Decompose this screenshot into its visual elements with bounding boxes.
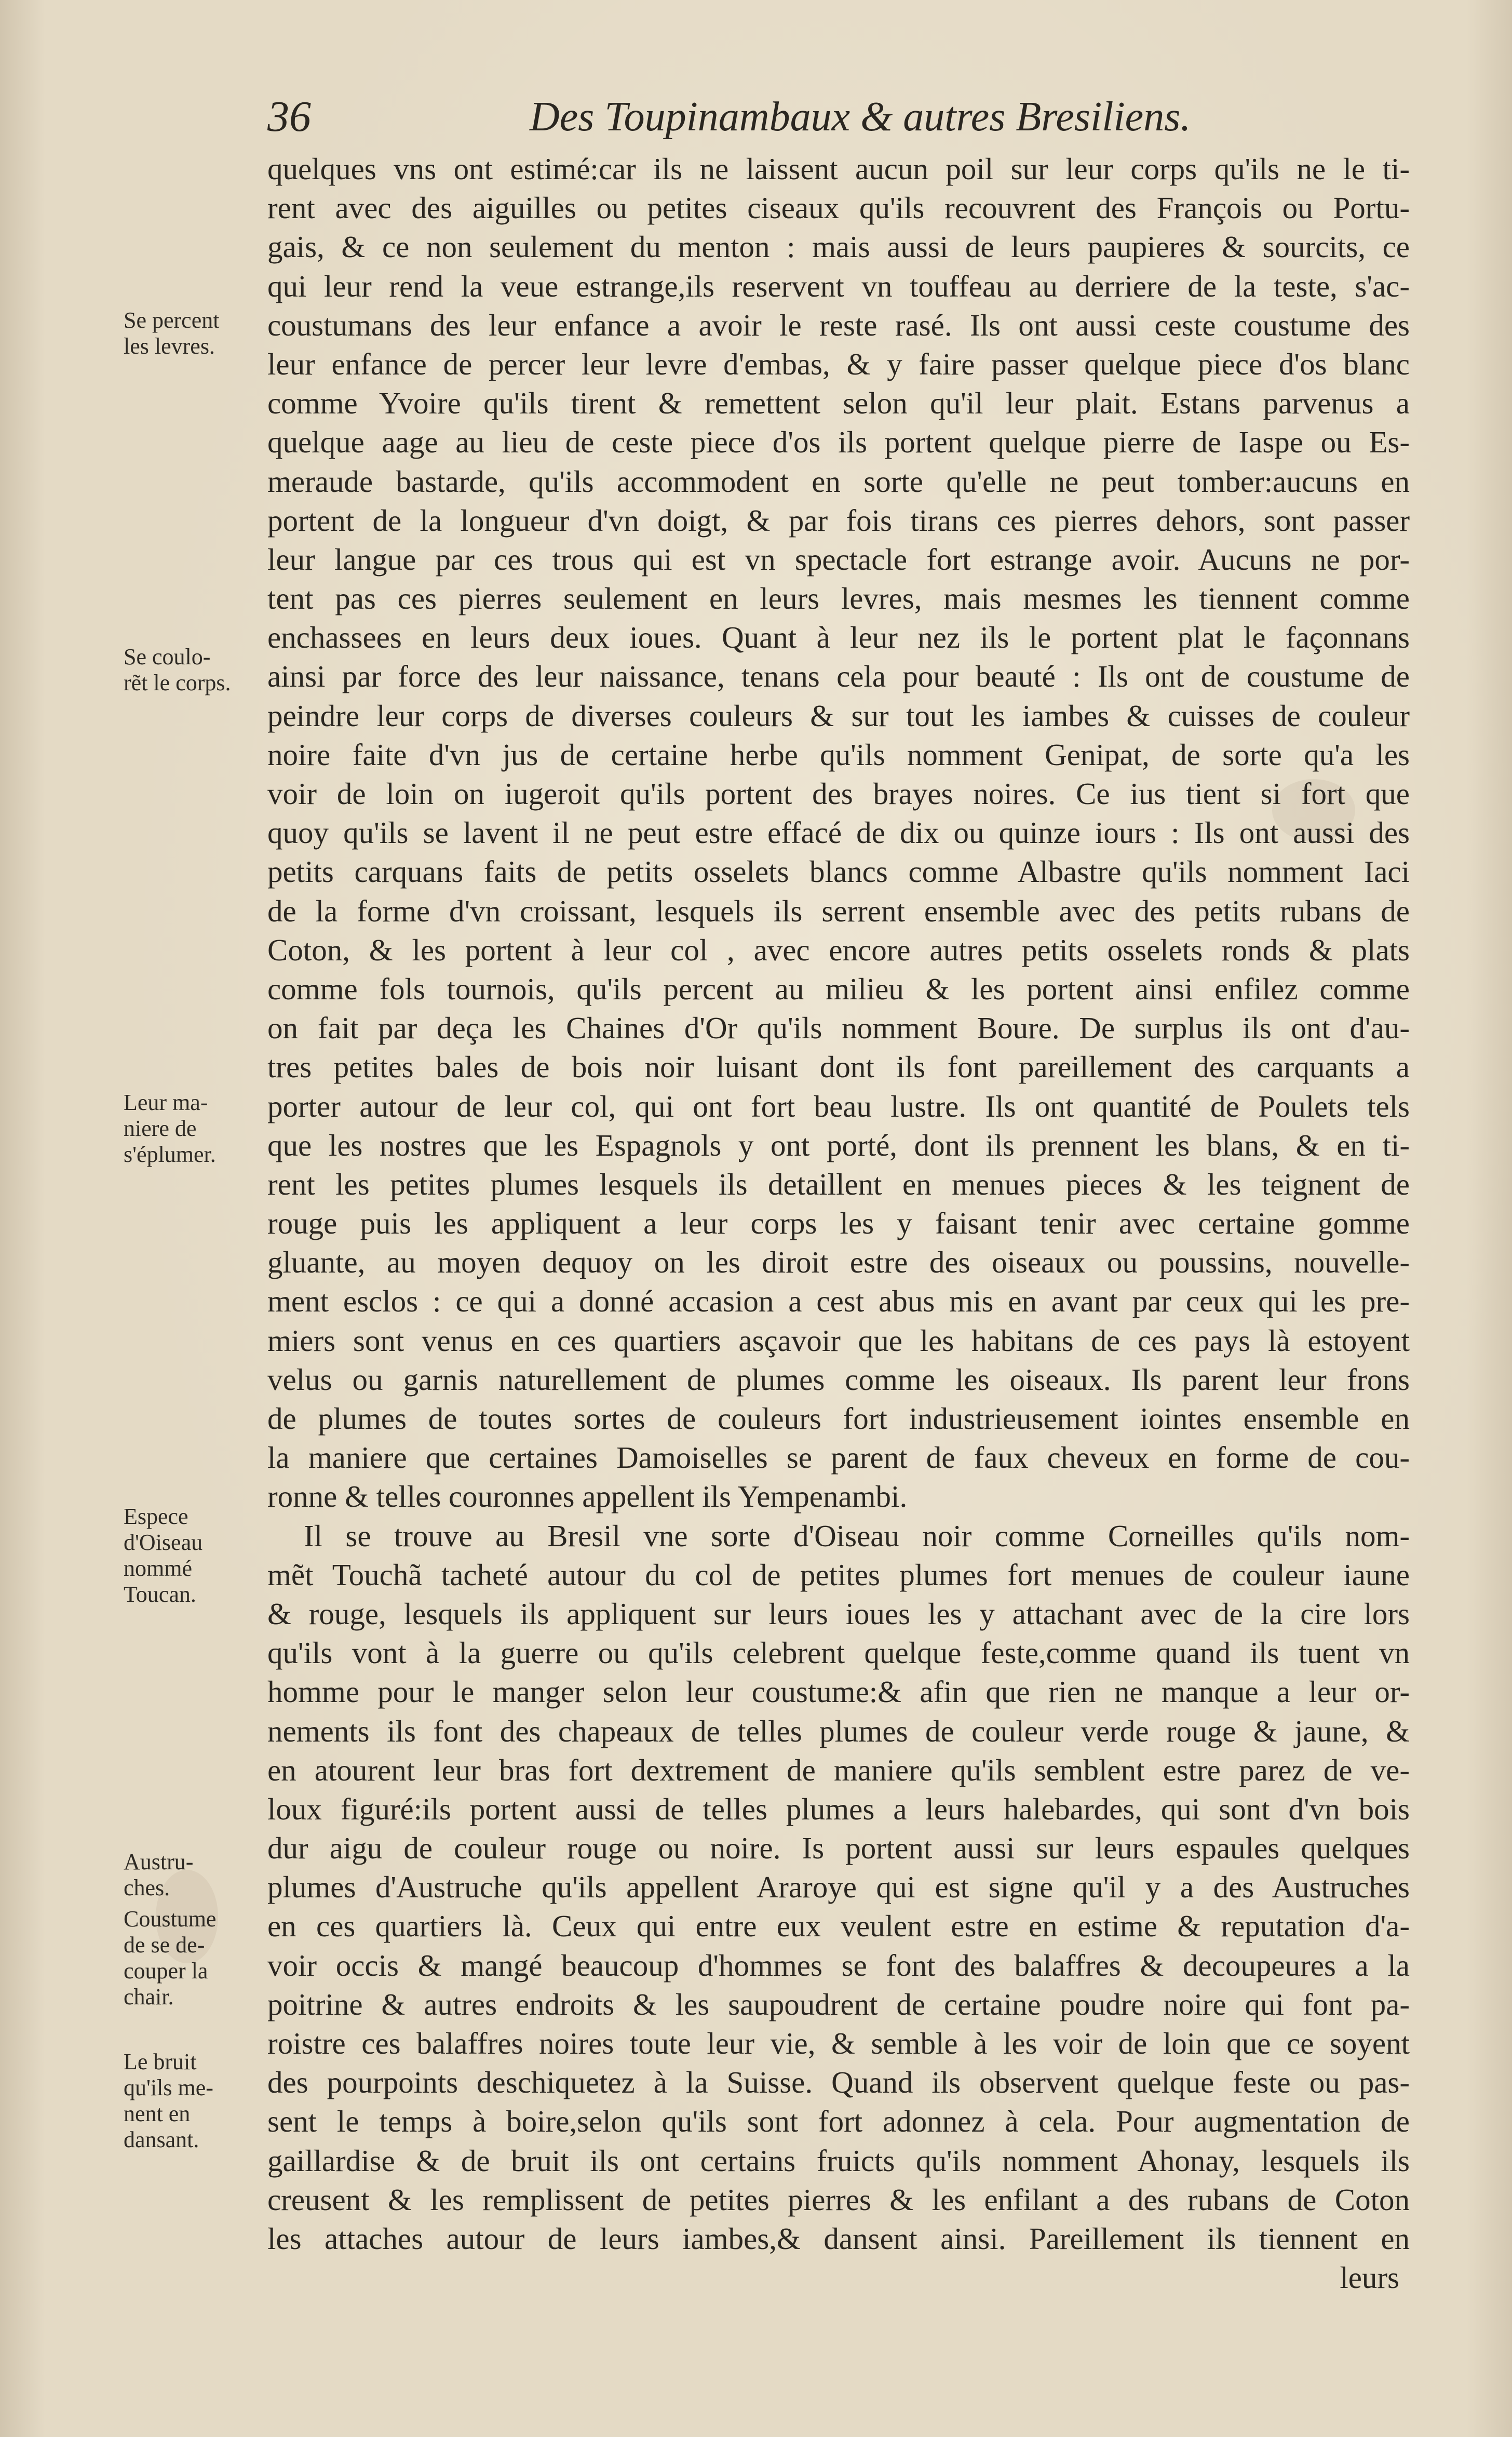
margin-note-toucan xyxy=(124,1504,264,1608)
margin-note-line: rẽt le corps. xyxy=(124,670,231,695)
page-header xyxy=(267,88,1202,145)
margin-note-line: s'éplumer. xyxy=(124,1142,216,1167)
margin-note-line: Leur ma- xyxy=(124,1090,208,1115)
text-line: ainsi par force des leur naissance, tenans cela pour beauté : Ils ont de coustume de xyxy=(267,659,1410,694)
text-line: gluante, au moyen dequoy on les diroit estre des oiseaux ou poussins, nouvelle- xyxy=(267,1245,1410,1280)
page-number: 36 xyxy=(267,92,311,141)
text-line: gais, & ce non seulement du menton : mais aussi de leurs paupieres & sourcits, ce xyxy=(267,230,1410,264)
text-line: de la forme d'vn croissant, lesquels ils serrent ensemble avec des petits rubans de xyxy=(267,893,1410,928)
text-line: comme Yvoire qu'ils tirent & remettent selon qu'il leur plait. Estans parvenus a xyxy=(267,386,1410,421)
text-line: de plumes de toutes sortes de couleurs fort industrieusement iointes ensemble en xyxy=(267,1401,1410,1436)
margin-note-dance-noise xyxy=(124,2049,264,2153)
text-line: porter autour de leur col, qui ont fort beau lustre. Ils ont quantité de Poulets tels xyxy=(267,1089,1410,1123)
margin-note-cut-flesh xyxy=(124,1906,264,2010)
text-line: ment esclos : ce qui a donné accasion a cest abus mis en avant par ceux qui les pre- xyxy=(267,1284,1410,1319)
text-line: velus ou garnis naturellement de plumes comme les oiseaux. Ils parent leur frons xyxy=(267,1362,1410,1397)
margin-note-line: nommé xyxy=(124,1556,192,1581)
text-line: voir de loin on iugeroit qu'ils portent des brayes noires. Ce ius tient si fort que xyxy=(267,776,1410,811)
text-line: quelque aage au lieu de ceste piece d'os ils portent quelque pierre de Iaspe ou Es- xyxy=(267,425,1410,460)
text-line: on fait par deça les Chaines d'Or qu'ils nomment Boure. De surplus ils ont d'au- xyxy=(267,1011,1410,1046)
margin-note-line: d'Oiseau xyxy=(124,1530,203,1555)
text-line: tent pas ces pierres seulement en leurs levres, mais mesmes les tiennent comme xyxy=(267,581,1410,616)
margin-note-pierce-lips xyxy=(124,307,264,359)
text-line: des pourpoints deschiquetez à la Suisse. Quand ils observent quelque feste ou pas- xyxy=(267,2065,1410,2100)
text-line: mẽt Touchã tacheté autour du col de petites plumes fort menues de couleur iaune xyxy=(267,1557,1410,1592)
margin-note-line: chair. xyxy=(124,1984,174,2010)
text-line: voir occis & mangé beaucoup d'hommes se font des balaffres & decoupeures a la xyxy=(267,1948,1410,1983)
text-line: petits carquans faits de petits osselets blancs comme Albastre qu'ils nomment Iaci xyxy=(267,854,1410,889)
margin-note-line: couper la xyxy=(124,1958,208,1984)
margin-note-paint-body xyxy=(124,644,264,696)
text-line: tres petites bales de bois noir luisant dont ils font pareillement des carquants a xyxy=(267,1050,1410,1084)
text-line: miers sont venus en ces quartiers asçavoir que les habitans de ces pays là estoyent xyxy=(267,1323,1410,1358)
text-line: peindre leur corps de diverses couleurs & sur tout les iambes & cuisses de couleur xyxy=(267,698,1410,733)
text-line: qu'ils vont à la guerre ou qu'ils celebrent quelque feste,comme quand ils tuent vn xyxy=(267,1636,1410,1670)
text-line: les attaches autour de leurs iambes,& dansent ainsi. Pareillement ils tiennent en xyxy=(267,2221,1410,2256)
text-line: en atourent leur bras fort dextrement de maniere qu'ils semblent estre parez de ve- xyxy=(267,1752,1410,1787)
text-line: noire faite d'vn jus de certaine herbe qu'ils nomment Genipat, de sorte qu'a les xyxy=(267,737,1410,772)
text-line: rent les petites plumes lesquels ils detaillent en menues pieces & les teignent de xyxy=(267,1167,1410,1201)
text-line: la maniere que certaines Damoiselles se parent de faux cheveux en forme de cou- xyxy=(267,1440,1410,1475)
margin-note-ostriches xyxy=(124,1849,264,1901)
text-line: comme fols tournois, qu'ils percent au milieu & les portent ainsi enfilez comme xyxy=(267,971,1410,1006)
margin-note-feathering xyxy=(124,1090,264,1168)
text-line: coustumans des leur enfance a avoir le reste rasé. Ils ont aussi ceste coustume des xyxy=(267,307,1410,342)
catchword: leurs xyxy=(1340,2260,1399,2295)
text-line: leur langue par ces trous qui est vn spectacle fort estrange avoir. Aucuns ne por- xyxy=(267,542,1410,577)
text-line: portent de la longueur d'vn doigt, & par fois tirans ces pierres dehors, sont passer xyxy=(267,503,1410,538)
text-line: Il se trouve au Bresil vne sorte d'Oiseau noir comme Corneilles qu'ils nom- xyxy=(304,1518,1410,1553)
text-line: que les nostres que les Espagnols y ont porté, dont ils prennent les blans, & en ti- xyxy=(267,1128,1410,1162)
margin-note-line: de se de- xyxy=(124,1932,205,1958)
margin-note-line: Se coulo- xyxy=(124,644,211,669)
text-line: rouge puis les appliquent a leur corps les y faisant tenir avec certaine gomme xyxy=(267,1206,1410,1241)
text-line: gaillardise & de bruit ils ont certains fruicts qu'ils nomment Ahonay, lesquels ils xyxy=(267,2143,1410,2178)
text-line: quoy qu'ils se lavent il ne peut estre effacé de dix ou quinze iours : Ils ont aussi des xyxy=(267,815,1410,850)
margin-note-line: Toucan. xyxy=(124,1582,196,1607)
margin-note-line: les levres. xyxy=(124,333,215,359)
text-line: plumes d'Austruche qu'ils appellent Araroye qui est signe qu'il y a des Austruches xyxy=(267,1870,1410,1905)
margin-note-line: ches. xyxy=(124,1875,170,1900)
text-line: homme pour le manger selon leur coustume:& afin que rien ne manque a leur or- xyxy=(267,1675,1410,1709)
margin-note-line: qu'ils me- xyxy=(124,2075,213,2100)
margin-note-line: Se percent xyxy=(124,307,220,333)
text-line: roistre ces balaffres noires toute leur vie, & semble à les voir de loin que ce soyent xyxy=(267,2026,1410,2060)
running-title: Des Toupinambaux & autres Bresiliens. xyxy=(530,94,1191,140)
text-line: rent avec des aiguilles ou petites ciseaux qu'ils recouvrent des François ou Portu- xyxy=(267,191,1410,225)
margin-note-line: Espece xyxy=(124,1504,188,1529)
text-line: leur enfance de percer leur levre d'embas, & y faire passer quelque piece d'os blanc xyxy=(267,346,1410,381)
text-line: meraude bastarde, qu'ils accommodent en sorte qu'elle ne peut tomber:aucuns en xyxy=(267,464,1410,499)
margin-note-line: niere de xyxy=(124,1116,197,1141)
text-line: creusent & les remplissent de petites pierres & les enfilant a des rubans de Coton xyxy=(267,2182,1410,2217)
text-line: ronne & telles couronnes appellent ils Yempenambi. xyxy=(267,1479,908,1514)
margin-note-line: Le bruit xyxy=(124,2049,197,2074)
text-line: en ces quartiers là. Ceux qui entre eux veulent estre en estime & reputation d'a- xyxy=(267,1909,1410,1944)
text-line: enchassees en leurs deux ioues. Quant à leur nez ils le portent plat le façonnans xyxy=(267,620,1410,655)
text-line: quelques vns ont estimé:car ils ne laissent aucun poil sur leur corps qu'ils ne le ti- xyxy=(267,152,1410,186)
text-line: & rouge, lesquels ils appliquent sur leurs ioues les y attachant avec de la cire lors xyxy=(267,1596,1410,1631)
text-line: qui leur rend la veue estrange,ils reservent vn touffeau au derriere de la teste, s'ac- xyxy=(267,269,1410,303)
body-text xyxy=(267,150,1410,2297)
margin-note-line: nent en xyxy=(124,2101,191,2126)
text-line: nements ils font des chapeaux de telles plumes de couleur verde rouge & jaune, & xyxy=(267,1713,1410,1748)
text-line: sent le temps à boire,selon qu'ils sont fort adonnez à cela. Pour augmentation de xyxy=(267,2104,1410,2139)
text-line: poitrine & autres endroits & les saupoudrent de certaine poudre noire qui font pa- xyxy=(267,1987,1410,2021)
margin-note-line: Austru- xyxy=(124,1849,194,1874)
text-line: loux figuré:ils portent aussi de telles plumes a leurs halebardes, qui sont d'vn bois xyxy=(267,1791,1410,1826)
text-line: dur aigu de couleur rouge ou noire. Is portent aussi sur leurs espaules quelques xyxy=(267,1831,1410,1866)
margin-note-line: Coustume xyxy=(124,1906,217,1932)
text-line: Coton, & les portent à leur col , avec encore autres petits osselets ronds & plats xyxy=(267,932,1410,967)
margin-note-line: dansant. xyxy=(124,2127,199,2152)
